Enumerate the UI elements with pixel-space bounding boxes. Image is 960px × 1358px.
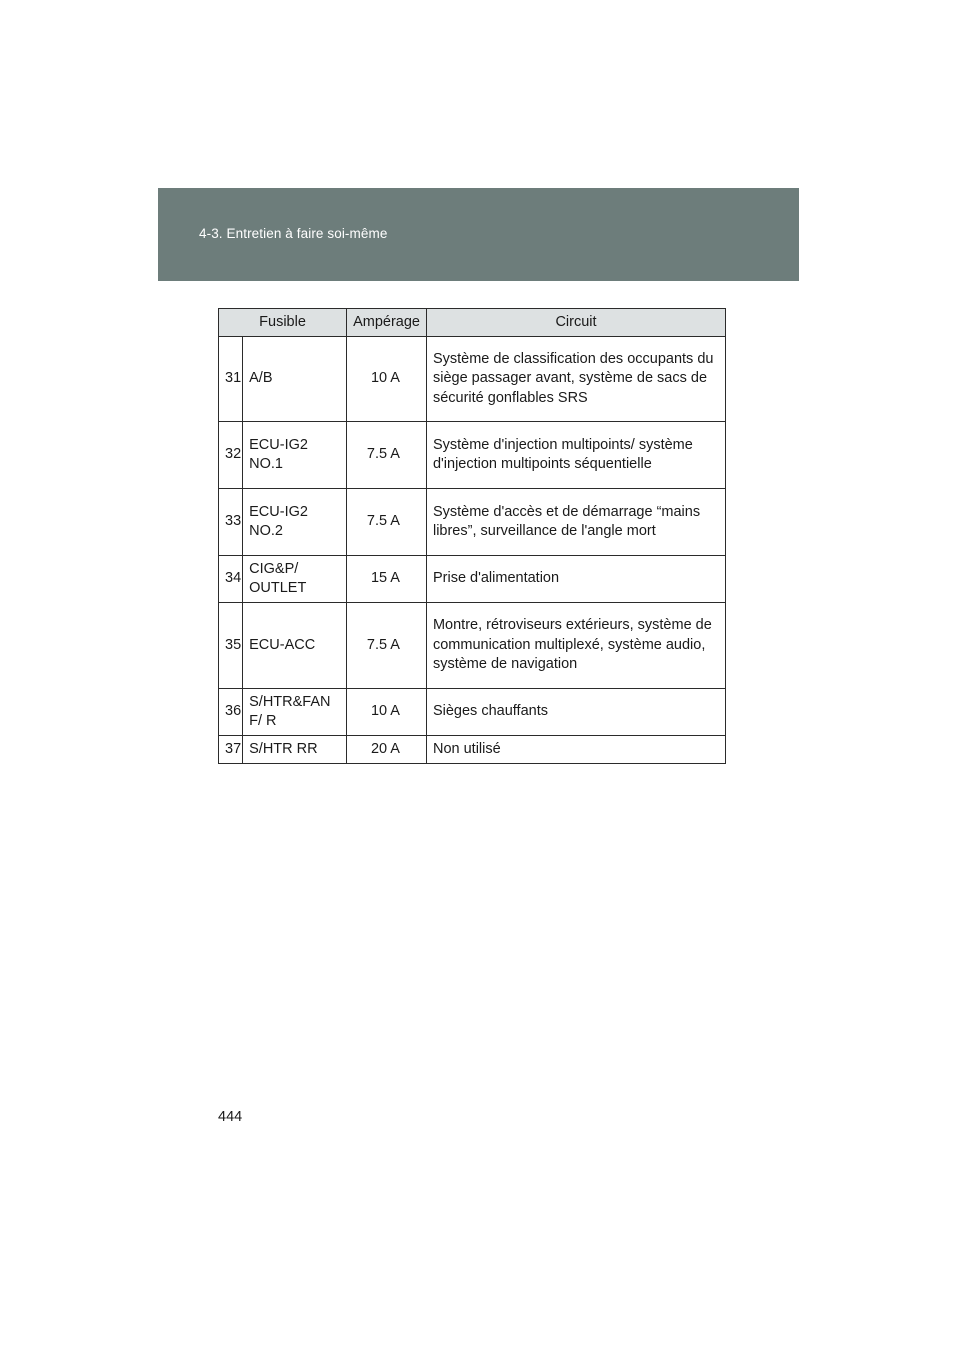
fuse-number: 33 [219,489,243,556]
fuse-amperage: 7.5 A [347,489,427,556]
fuse-name: CIG&P/ OUTLET [243,556,347,603]
fuse-circuit: Sièges chauffants [426,689,725,736]
header-amperage: Ampérage [347,309,427,337]
fuse-circuit: Système d'injection multipoints/ système d'injection multipoints séquentielle [426,422,725,489]
fuse-table [218,308,726,764]
fuse-amperage: 15 A [347,556,427,603]
fuse-name: ECU-IG2 NO.2 [243,489,347,556]
table-header-row [219,309,726,337]
fuse-circuit: Prise d'alimentation [426,556,725,603]
table-row [219,489,726,556]
header-fuse: Fusible [219,309,347,337]
fuse-name: S/HTR&FAN F/ R [243,689,347,736]
fuse-number: 34 [219,556,243,603]
fuse-name: ECU-ACC [243,603,347,689]
table-row [219,689,726,736]
table-row [219,422,726,489]
fuse-circuit: Système d'accès et de démarrage “mains libres”, surveillance de l'angle mort [426,489,725,556]
fuse-amperage: 20 A [347,736,427,764]
table-row [219,337,726,422]
fuse-amperage: 7.5 A [347,603,427,689]
fuse-amperage: 7.5 A [347,422,427,489]
fuse-amperage: 10 A [347,337,427,422]
fuse-name: A/B [243,337,347,422]
fuse-number: 35 [219,603,243,689]
header-circuit: Circuit [426,309,725,337]
fuse-number: 32 [219,422,243,489]
table-row [219,556,726,603]
section-header [158,188,799,281]
fuse-circuit: Système de classification des occupants du siège passager avant, système de sacs de sécurité gonflables SRS [426,337,725,422]
fuse-name: S/HTR RR [243,736,347,764]
fuse-number: 36 [219,689,243,736]
table-row [219,603,726,689]
fuse-number: 31 [219,337,243,422]
section-title: 4-3. Entretien à faire soi-même [199,226,388,241]
fuse-circuit: Montre, rétroviseurs extérieurs, système de communication multiplexé, système audio, système de navigation [426,603,725,689]
table-row [219,736,726,764]
page-number: 444 [218,1109,243,1125]
fuse-amperage: 10 A [347,689,427,736]
fuse-number: 37 [219,736,243,764]
fuse-name: ECU-IG2 NO.1 [243,422,347,489]
fuse-circuit: Non utilisé [426,736,725,764]
